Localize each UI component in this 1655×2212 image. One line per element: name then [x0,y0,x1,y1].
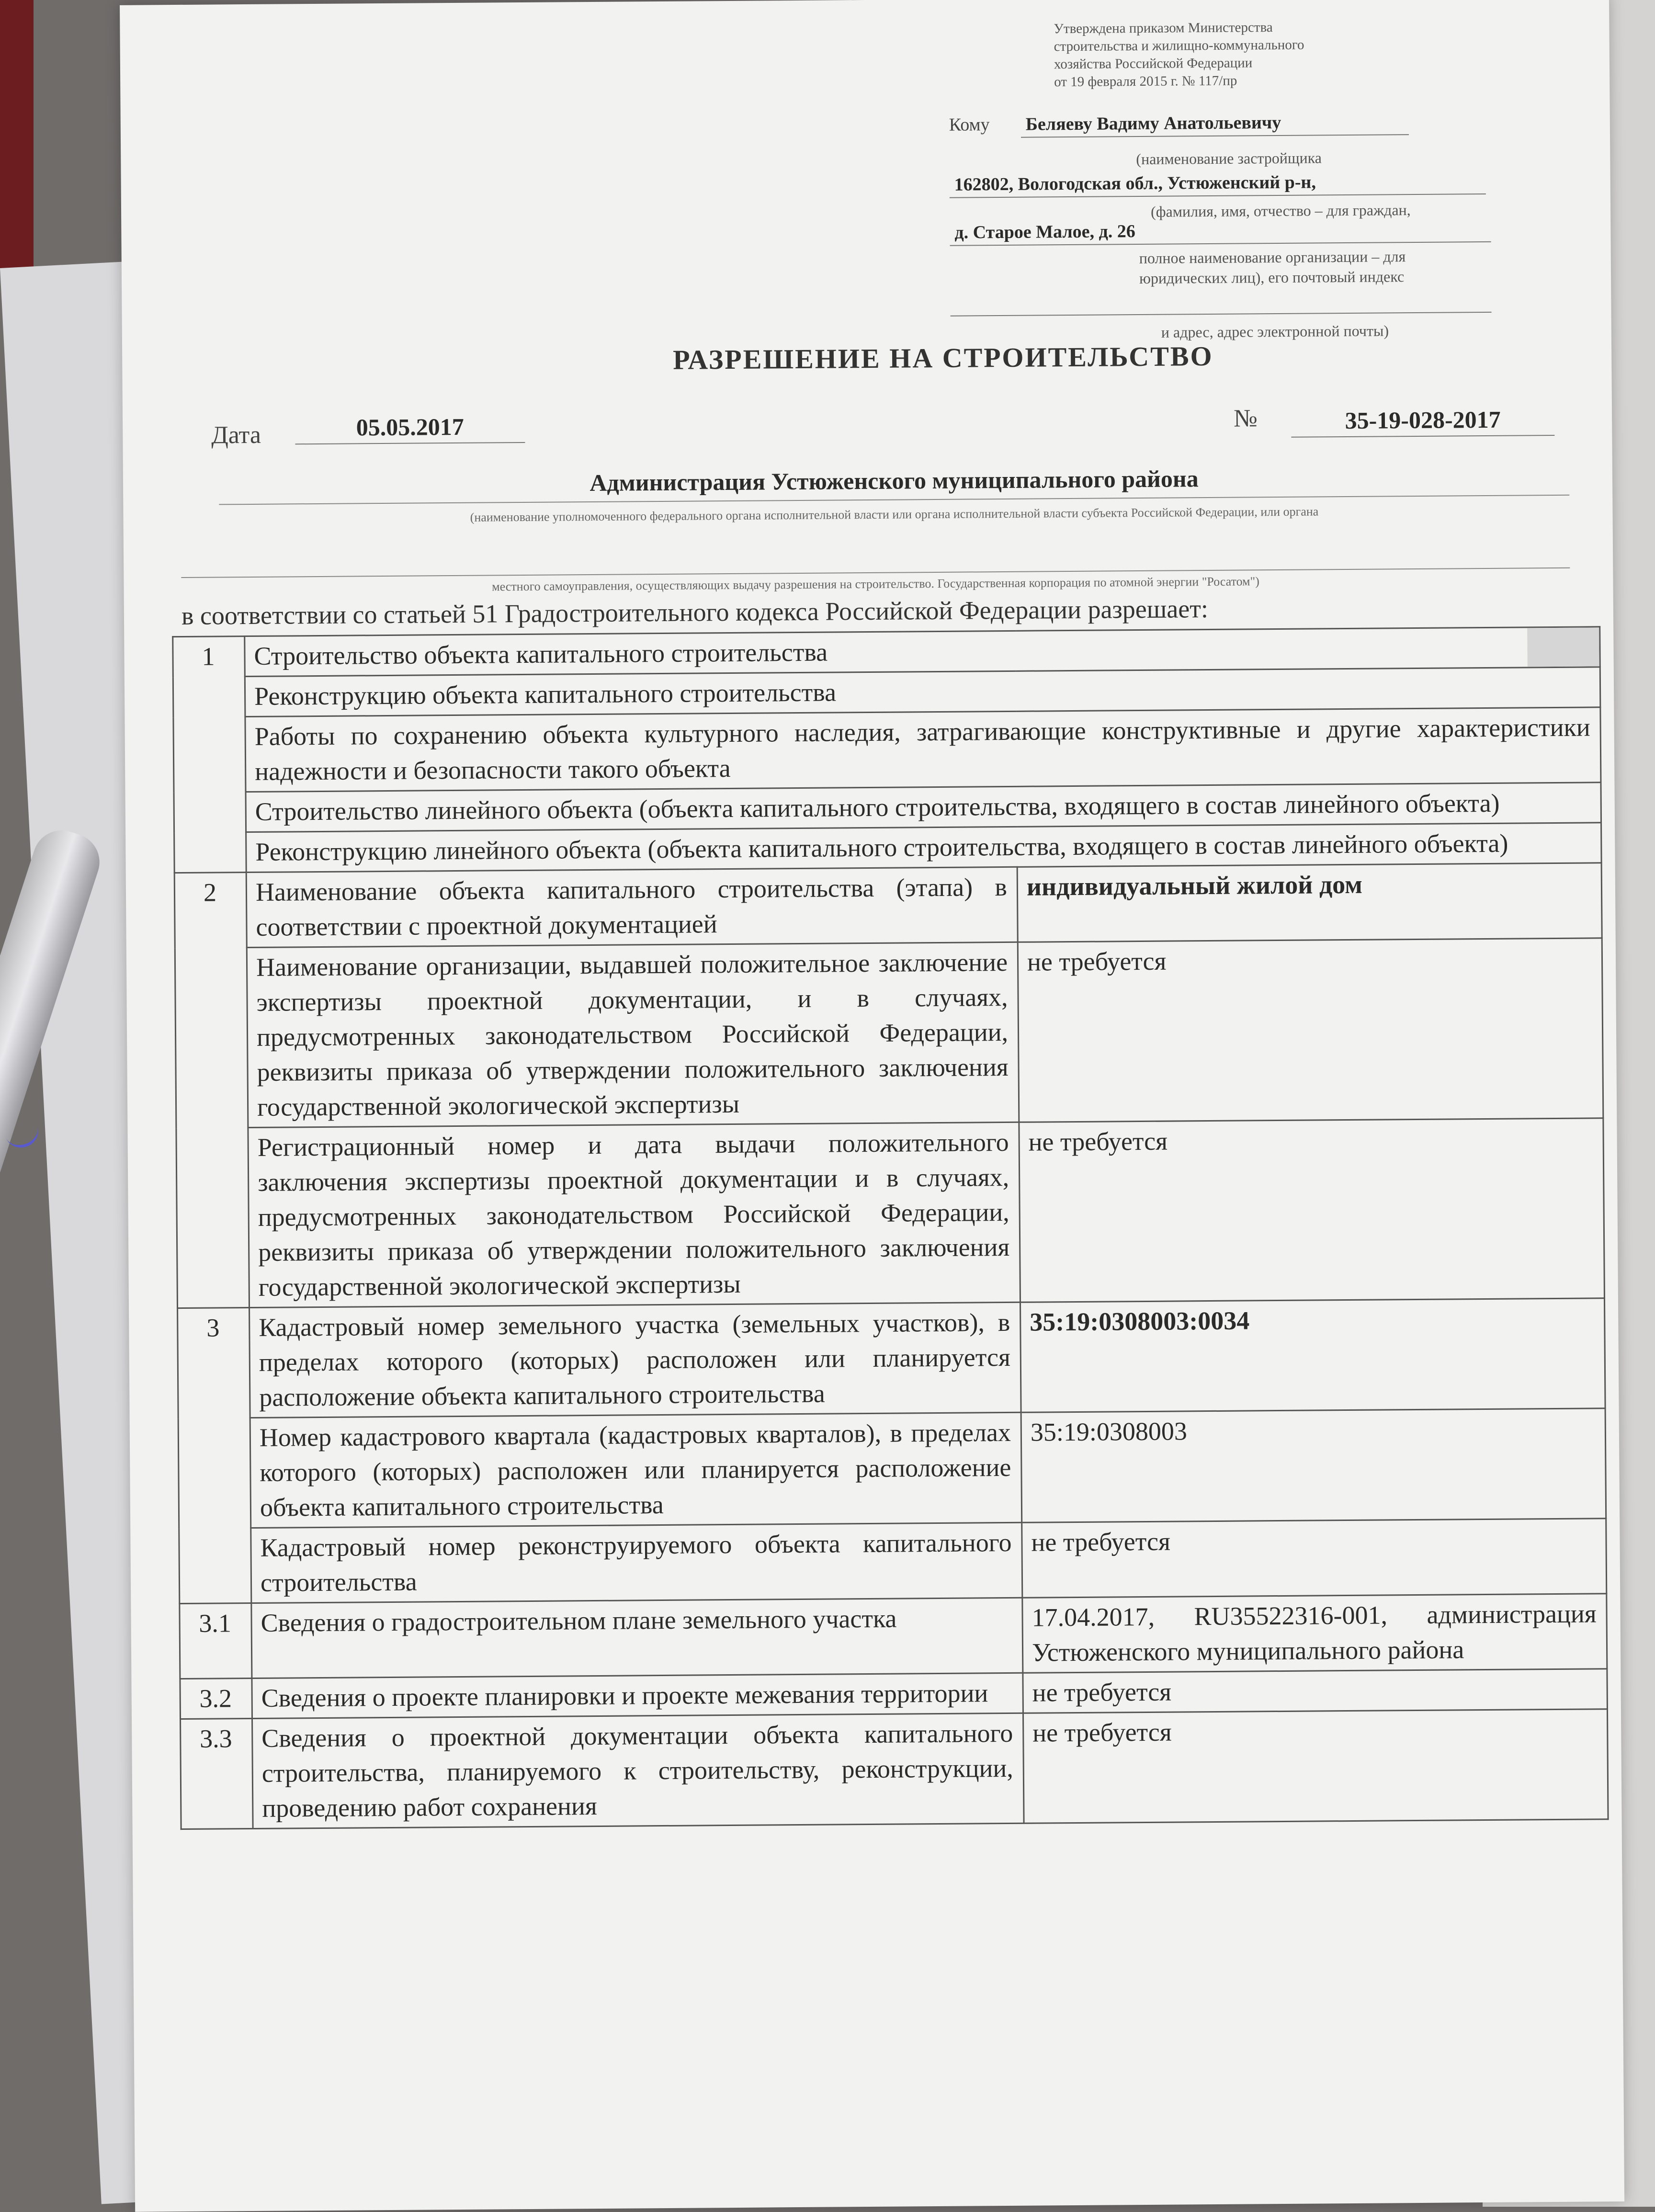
section-number: 3 [178,1308,251,1604]
table-row [176,1118,1605,1308]
recipient-address-line1: 162802, Вологодская обл., Устюженский р-н, [950,170,1486,198]
table-row [178,1408,1606,1529]
row-label: Наименование организации, выдавшей положительное заключение экспертизы проектной документации, и в случаях, предусмотренных законодательством Российской Федерации, реквизиты приказа об утверждении положительного заключения государственной экологической экспертизы [247,942,1019,1127]
row-value: 17.04.2017, RU35522316-001, администрация Устюженского муниципального района [1022,1594,1607,1673]
authority-name: Администрация Устюженского муниципального района [219,462,1569,505]
row-label: Регистрационный номер и дата выдачи положительного заключения экспертизы проектной документации и в случаях, предусмотренных законодательством Российской Федерации, реквизиты приказа об утверждении положительного заключения государственной экологической экспертизы [248,1122,1020,1307]
section1-item: Работы по сохранению объекта культурного наследия, затрагивающие конструктивные и другие характеристики надежности и безопасности такого объекта [245,707,1601,792]
row-label: Сведения о градостроительном плане земельного участка [251,1598,1023,1678]
section-number: 1 [173,636,246,873]
number-label: № [1233,405,1258,432]
section1-item: Реконструкцию объекта капитального строительства [245,667,1600,717]
table-row [173,707,1601,793]
recipient-blank-line [951,312,1492,317]
recipient-hint: (наименование застройщика [1136,149,1322,168]
permit-document [120,0,1624,2212]
section-number: 3.2 [180,1679,252,1719]
intro-text: в соответствии со статьей 51 Градостроительного кодекса Российской Федерации разрешает: [181,594,1209,630]
table-row [175,938,1603,1128]
row-label: Кадастровый номер земельного участка (земельных участков), в пределах которого (которых) расположен или планируется расположение объекта капитального строительства [249,1302,1021,1418]
recipient-hint: полное наименование организации – для [1139,248,1406,267]
approval-line: строительства и жилищно-коммунального [1054,37,1304,55]
number-value: 35-19-028-2017 [1291,405,1554,438]
recipient-address-line2: д. Старое Малое, д. 26 [950,218,1491,246]
row-label: Номер кадастрового квартала (кадастровых кварталов), в пределах которого (которых) расположен или планируется расположение объекта капитального строительства [250,1412,1022,1528]
authority-hint: (наименование уполномоченного федерального органа исполнительной власти или органа исполнительной власти субъекта Российской Федерации, или органа [470,504,1319,524]
recipient-label: Кому [949,114,990,135]
date-label: Дата [211,421,261,449]
permit-table [172,626,1609,1830]
checkbox-cell [1527,627,1599,667]
approval-line: от 19 февраля 2015 г. № 117/пр [1054,73,1237,90]
row-label: Сведения о проекте планировки и проекте межевания территории [252,1673,1023,1718]
recipient-hint: и адрес, адрес электронной почты) [1161,322,1389,341]
section-number: 3.3 [181,1719,253,1829]
background-red-object [0,0,34,268]
recipient-name: Беляеву Вадиму Анатольевичу [1021,111,1409,138]
approval-line: хозяйства Российской Федерации [1054,55,1253,72]
recipient-hint: (фамилия, имя, отчество – для граждан, [1150,201,1411,220]
section1-item-text: Строительство объекта капитального строительства [254,637,828,670]
document-title: РАЗРЕШЕНИЕ НА СТРОИТЕЛЬСТВО [673,340,1213,375]
date-value: 05.05.2017 [295,412,525,444]
table-row [180,1594,1607,1679]
row-label: Сведения о проектной документации объекта капитального строительства, планируемого к строительству, реконструкции, проведению работ сохранения [252,1713,1024,1828]
row-label: Наименование объекта капитального строительства (этапа) в соответствии с проектной документацией [246,867,1018,947]
recipient-block [949,110,1620,341]
table-row [174,863,1602,948]
approval-note [1054,17,1485,91]
section-number: 3.1 [180,1603,252,1679]
row-value: не требуется [1022,1519,1607,1598]
row-value: не требуется [1023,1709,1608,1824]
table-row [181,1709,1609,1829]
row-value: 35:19:0308003 [1021,1408,1606,1523]
row-value: не требуется [1023,1669,1608,1713]
approval-line: Утверждена приказом Министерства [1054,20,1273,37]
section1-item: Строительство линейного объекта (объекта капитального строительства, входящего в состав линейного объекта) [246,783,1601,832]
table-row [178,1298,1606,1418]
section-number: 2 [174,873,249,1308]
table-row [179,1519,1607,1604]
row-value: не требуется [1019,1118,1605,1303]
section1-item: Реконструкцию линейного объекта (объекта капитального строительства, входящего в состав линейного объекта) [246,823,1602,873]
row-value: 35:19:0308003:0034 [1020,1298,1605,1413]
recipient-hint: юридических лиц), его почтовый индекс [1139,268,1405,287]
row-value: индивидуальный жилой дом [1017,863,1602,942]
row-label: Кадастровый номер реконструируемого объекта капитального строительства [251,1522,1022,1603]
row-value: не требуется [1018,938,1603,1123]
authority-hint: местного самоуправления, осуществляющих выдачу разрешения на строительство. Государственная корпорация по атомной энергии "Росатом") [492,574,1259,594]
